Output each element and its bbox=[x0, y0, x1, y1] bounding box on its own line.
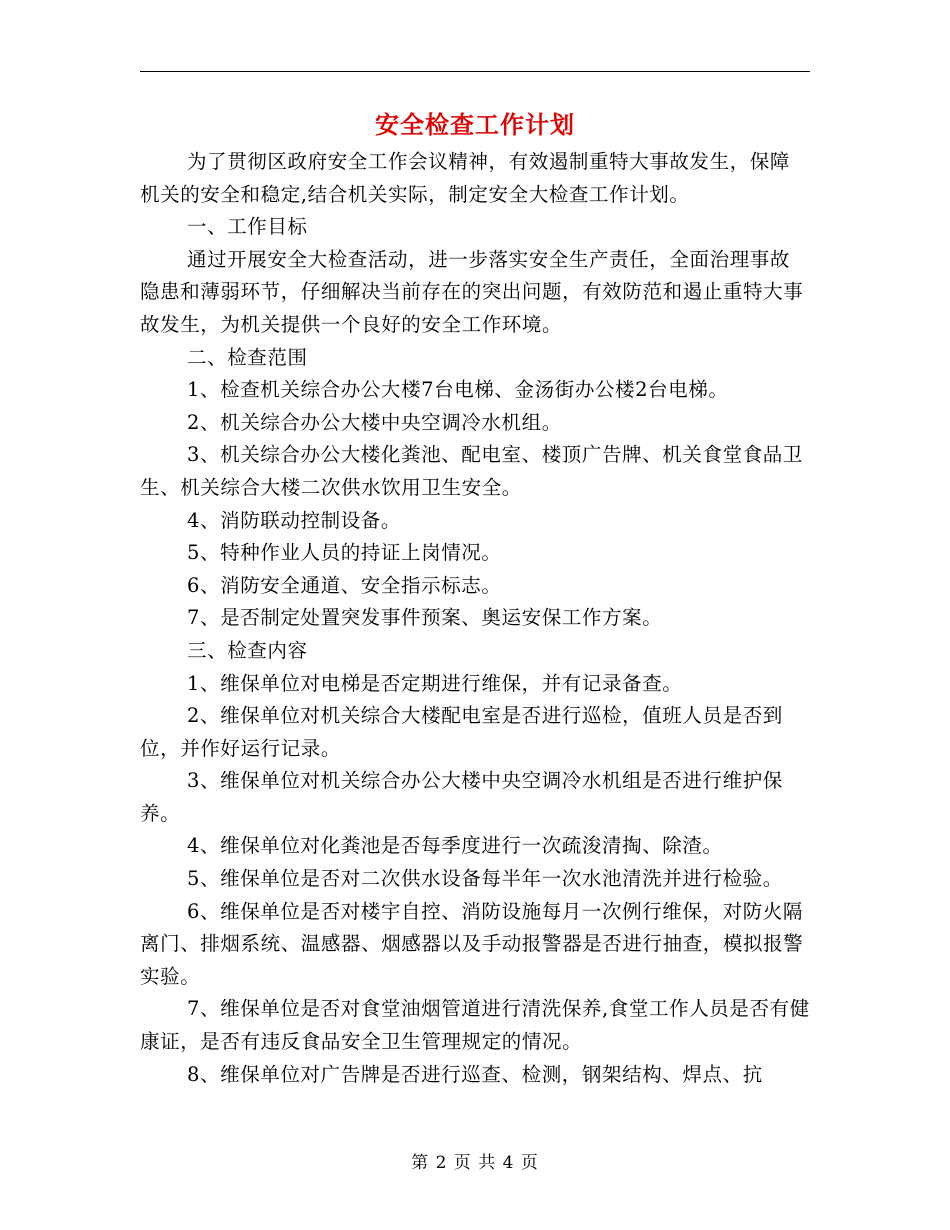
scope-item: 5、特种作业人员的持证上岗情况。 bbox=[187, 541, 502, 565]
document-title: 安全检查工作计划 bbox=[375, 110, 575, 139]
goal-paragraph: 通过开展安全大检查活动，进一步落实安全生产责任，全面治理事故隐患和薄弱环节，仔细解决当前存在的突出问题，有效防范和遏止重特大事故发生，为机关提供一个良好的安全工作环境。 bbox=[140, 247, 804, 336]
content-item: 4、维保单位对化粪池是否每季度进行一次疏浚清掏、除渣。 bbox=[187, 834, 723, 858]
document-body bbox=[140, 146, 810, 1091]
scope-item: 7、是否制定处置突发事件预案、奥运安保工作方案。 bbox=[187, 606, 663, 630]
section-heading-scope: 二、检查范围 bbox=[187, 345, 308, 369]
content-item: 7、维保单位是否对食堂油烟管道进行清洗保养,食堂工作人员是否有健康证，是否有违反食品安全卫生管理规定的情况。 bbox=[140, 997, 810, 1054]
scope-item: 3、机关综合办公大楼化粪池、配电室、楼顶广告牌、机关食堂食品卫生、机关综合大楼二次供水饮用卫生安全。 bbox=[140, 443, 804, 499]
section-heading-content: 三、检查内容 bbox=[187, 638, 308, 662]
section-heading-goal: 一、工作目标 bbox=[187, 215, 308, 239]
content-item: 8、维保单位对广告牌是否进行巡查、检测，钢架结构、焊点、抗 bbox=[187, 1062, 763, 1086]
page-footer: 第 2 页 共 4 页 bbox=[411, 1153, 539, 1173]
content-item: 1、维保单位对电梯是否定期进行维保，并有记录备查。 bbox=[187, 671, 683, 695]
scope-item: 4、消防联动控制设备。 bbox=[187, 508, 402, 532]
content-item: 3、维保单位对机关综合办公大楼中央空调冷水机组是否进行维护保养。 bbox=[140, 769, 783, 825]
content-item: 5、维保单位是否对二次供水设备每半年一次水池清洗并进行检验。 bbox=[187, 867, 783, 891]
scope-item: 6、消防安全通道、安全指示标志。 bbox=[187, 573, 502, 597]
header-rule bbox=[140, 71, 810, 72]
scope-item: 2、机关综合办公大楼中央空调冷水机组。 bbox=[187, 410, 562, 434]
scope-item: 1、检查机关综合办公大楼7台电梯、金汤街办公楼2台电梯。 bbox=[187, 378, 729, 402]
content-item: 6、维保单位是否对楼宇自控、消防设施每月一次例行维保，对防火隔离门、排烟系统、温感器、烟感器以及手动报警器是否进行抽查，模拟报警实验。 bbox=[140, 899, 804, 988]
content-item: 2、维保单位对机关综合大楼配电室是否进行巡检，值班人员是否到位，并作好运行记录。 bbox=[140, 704, 783, 760]
intro-paragraph: 为了贯彻区政府安全工作会议精神，有效遏制重特大事故发生，保障机关的安全和稳定,结合机关实际，制定安全大检查工作计划。 bbox=[140, 150, 791, 206]
